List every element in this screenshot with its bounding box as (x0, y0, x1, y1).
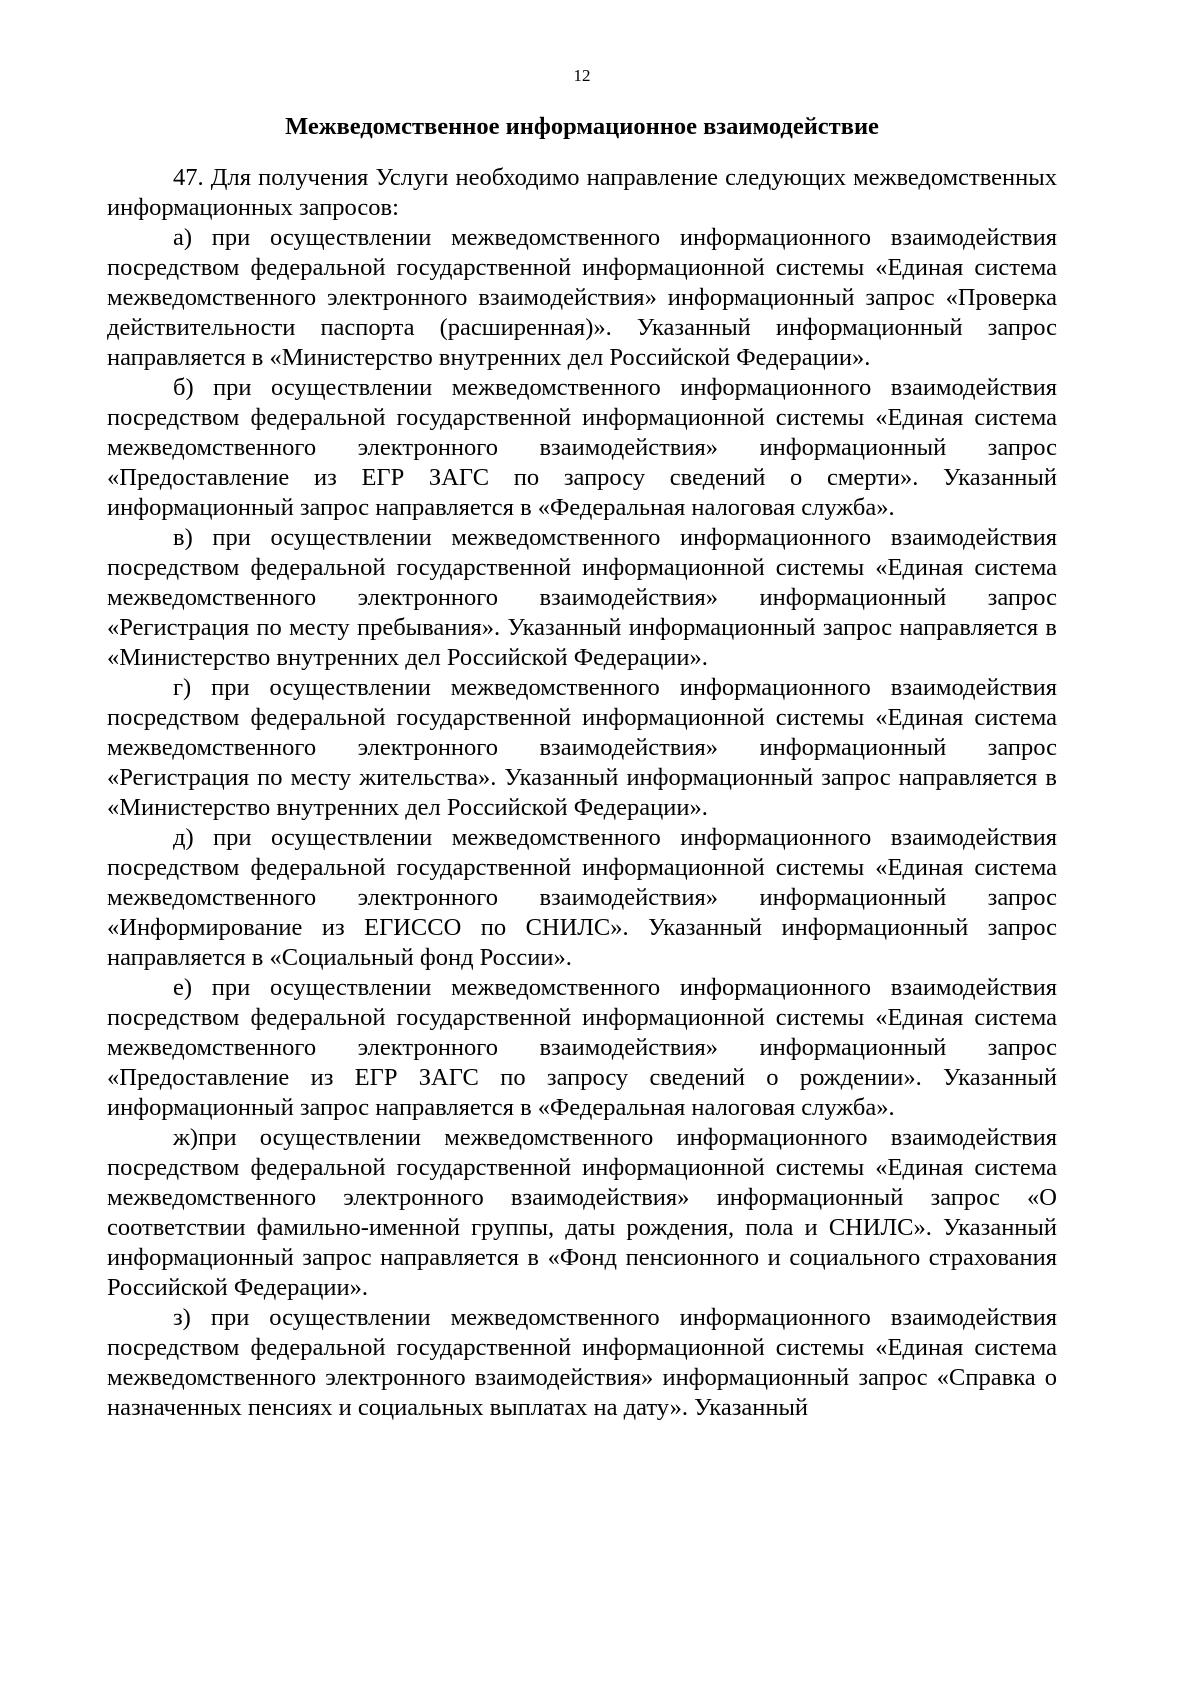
paragraph-item-a: а) при осуществлении межведомственного информационного взаимодействия посредством федеральной государственной информационной системы «Единая система межведомственного электронного взаимодействия» информационный запрос «Проверка действительности паспорта (расширенная)». Указанный информационный запрос направляется в «Министерство внутренних дел Российской Федерации». (107, 224, 1057, 371)
paragraph-item-e: е) при осуществлении межведомственного информационного взаимодействия посредством федеральной государственной информационной системы «Единая система межведомственного электронного взаимодействия» информационный запрос «Предоставление из ЕГР ЗАГС по запросу сведений о рождении». Указанный информационный запрос направляется в «Федеральная налоговая служба». (107, 974, 1057, 1121)
paragraph-item-b: б) при осуществлении межведомственного информационного взаимодействия посредством федеральной государственной информационной системы «Единая система межведомственного электронного взаимодействия» информационный запрос «Предоставление из ЕГР ЗАГС по запросу сведений о смерти». Указанный информационный запрос направляется в «Федеральная налоговая служба». (107, 374, 1057, 521)
section-title: Межведомственное информационное взаимодействие (285, 113, 879, 140)
paragraph-47-intro: 47. Для получения Услуги необходимо направление следующих межведомственных информационных запросов: (107, 164, 1057, 221)
document-body (107, 163, 1057, 1423)
paragraph-item-d: д) при осуществлении межведомственного информационного взаимодействия посредством федеральной государственной информационной системы «Единая система межведомственного электронного взаимодействия» информационный запрос «Информирование из ЕГИССО по СНИЛС». Указанный информационный запрос направляется в «Социальный фонд России». (107, 824, 1057, 971)
paragraph-item-z: з) при осуществлении межведомственного информационного взаимодействия посредством федеральной государственной информационной системы «Единая система межведомственного электронного взаимодействия» информационный запрос «Справка о назначенных пенсиях и социальных выплатах на дату». Указанный (107, 1304, 1057, 1421)
page-number: 12 (573, 66, 591, 85)
paragraph-item-g: г) при осуществлении межведомственного информационного взаимодействия посредством федеральной государственной информационной системы «Единая система межведомственного электронного взаимодействия» информационный запрос «Регистрация по месту жительства». Указанный информационный запрос направляется в «Министерство внутренних дел Российской Федерации». (107, 674, 1057, 821)
paragraph-item-v: в) при осуществлении межведомственного информационного взаимодействия посредством федеральной государственной информационной системы «Единая система межведомственного электронного взаимодействия» информационный запрос «Регистрация по месту пребывания». Указанный информационный запрос направляется в «Министерство внутренних дел Российской Федерации». (107, 524, 1057, 671)
paragraph-item-zh: ж)при осуществлении межведомственного информационного взаимодействия посредством федеральной государственной информационной системы «Единая система межведомственного электронного взаимодействия» информационный запрос «О соответствии фамильно-именной группы, даты рождения, пола и СНИЛС». Указанный информационный запрос направляется в «Фонд пенсионного и социального страхования Российской Федерации». (107, 1124, 1057, 1301)
